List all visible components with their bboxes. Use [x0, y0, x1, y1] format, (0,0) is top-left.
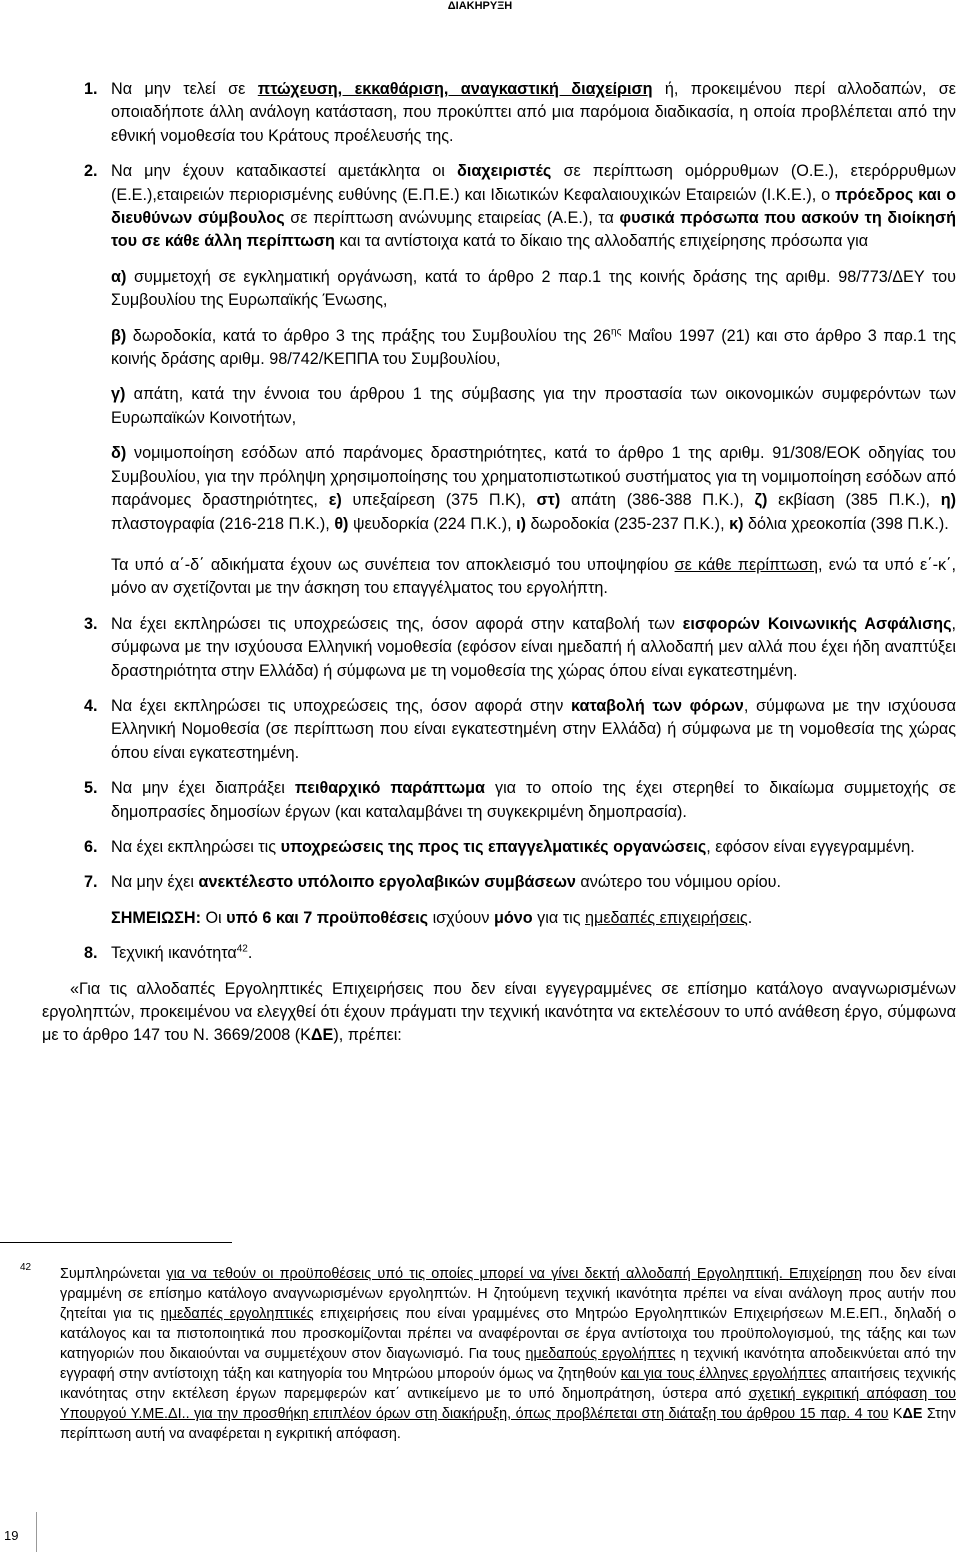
page-number-rule — [36, 1512, 37, 1552]
condition-8: 8. Τεχνική ικανότητα$^{42}$. — [42, 942, 956, 965]
remark: ΣΗΜΕΙΩΣΗ: Οι υπό 6 και 7 προϋποθέσεις ισχύουν μόνο για τις ημεδαπές επιχειρήσεις. — [111, 908, 753, 927]
footnote-ref[interactable]: 42 — [236, 943, 248, 955]
offences-note: Τα υπό α΄-δ΄ αδικήματα έχουν ως συνέπεια τον αποκλεισμό του υποψηφίου σε κάθε περίπτωση, ενώ τα υπό ε΄-κ΄, μόνο αν σχετίζονται με την άσκηση του επαγγέλματος του εργολήπτη. — [111, 555, 956, 598]
offence-d: δ) νομιμοποίηση εσόδων από παράνομες δραστηριότητες, κατά το άρθρο 1 της αριθμ. 91/308/ΕΟΚ οδηγίας του Συμβουλίου, για την πρόληψη χρησιμοποίησης του χρηματοπιστωτικού συστήματος για τη νομιμοποίηση εσόδων από παράνομες δραστηριότητες, ε) υπεξαίρεση (375 Π.Κ), στ) απάτη (386-388 Π.Κ.), ζ) εκβίαση (385 Π.Κ.), η) πλαστογραφία (216-218 Π.Κ.), θ) ψευδορκία (224 Π.Κ.), ι) δωροδοκία (235-237 Π.Κ.), κ) δόλια χρεοκοπία (398 Π.Κ.). — [111, 444, 957, 533]
condition-3: 3. Να έχει εκπληρώσει τις υποχρεώσεις της, όσον αφορά στην καταβολή των εισφορών Κοινωνικής Ασφάλισης, σύμφωνα με την ισχύουσα Ελληνική νομοθεσία (εφόσον είναι ημεδαπή ή αλλοδαπή μεν αλλά που έχει ήδη αναπτύξει δραστηριότητα στην Ελλάδα) ή σύμφωνα με τη νομοθεσία της χώρας όπου είναι εγκατεστημένη. — [84, 614, 956, 680]
condition-7: 7. Να μην έχει ανεκτέλεστο υπόλοιπο εργολαβικών συμβάσεων ανώτερο του νόμιμου ορίου. — [42, 871, 956, 894]
condition-4: 4. Να έχει εκπληρώσει τις υποχρεώσεις της, όσον αφορά στην καταβολή των φόρων, σύμφωνα με την ισχύουσα Ελληνική Νομοθεσία (σε περίπτωση που είναι εγκατεστημένη στην Ελλάδα) ή σύμφωνα με τη νομοθεσία της χώρας όπου είναι εγκατεστημένη. — [84, 696, 956, 762]
condition-5: 5. Να μην έχει διαπράξει πειθαρχικό παράπτωμα για το οποίο της έχει στερηθεί το δικαίωμα συμμετοχής σε δημοπρασίες δημοσίων έργων (και καταλαμβάνει τη συγκεκριμένη δημοπρασία). — [84, 779, 957, 821]
item-number: 8. — [84, 944, 98, 963]
item-number: 6. — [84, 837, 98, 856]
item-number: 1. — [84, 80, 98, 98]
footnote-mark: 42 — [20, 1262, 32, 1273]
offence-b: β) δωροδοκία, κατά το άρθρο 3 της πράξης του Συμβουλίου της $26^{\eta\varsigma}$ Μαΐου 1997 (21) και στο άρθρο 3 παρ.1 της κοινής δράσης αριθμ. 98/742/ΚΕΠΠΑ του Συμβουλίου, — [111, 326, 956, 369]
footnote-separator — [0, 1242, 232, 1243]
condition-6: 6. Να έχει εκπληρώσει τις υποχρεώσεις της προς τις επαγγελματικές οργανώσεις, εφόσον είναι εγγεγραμμένη. — [42, 836, 956, 859]
page-header: ΔΙΑΚΗΡΥΞΗ — [447, 0, 513, 12]
item-number: 7. — [84, 873, 98, 892]
item-number: 2. — [84, 162, 98, 181]
offence-a: α) συμμετοχή σε εγκληματική οργάνωση, κατά το άρθρο 2 παρ.1 της κοινής δράσης της αριθμ. 98/773/ΔΕΥ του Συμβουλίου της Ευρωπαϊκής Ένωσης, — [111, 267, 956, 310]
technical-ability-paragraph: «Για τις αλλοδαπές Εργοληπτικές Επιχειρήσεις που δεν είναι εγγεγραμμένες σε επίσημο κατάλογο αναγνωρισμένων εργοληπτών, προκειμένου να ελεγχθεί ότι έχουν πράγματι την τεχνική ικανότητα να εκτελέσουν το υπό ανάθεση έργο, σύμφωνα με το άρθρο 147 του Ν. 3669/2008 (ΚΔΕ), πρέπει: — [42, 979, 956, 1045]
offence-c: γ) απάτη, κατά την έννοια του άρθρου 1 της σύμβασης για την προστασία των οικονομικών συμφερόντων των Ευρωπαϊκών Κοινοτήτων, — [111, 385, 956, 427]
item-number: 5. — [84, 779, 98, 798]
document-body — [42, 78, 956, 1048]
condition-1: 1. Να μην τελεί σε πτώχευση, εκκαθάριση, αναγκαστική διαχείριση ή, προκειμένου περί αλλοδαπών, σε οποιαδήποτε άλλη ανάλογη κατάσταση, που προκύπτει από μια παρόμοια διαδικασία, η οποία προβλέπεται από την εθνική νομοθεσία του Κράτους προέλευσής της. — [84, 80, 957, 145]
footnote-42 — [20, 1264, 956, 1444]
condition-2: 2. Να μην έχουν καταδικαστεί αμετάκλητα οι διαχειριστές σε περίπτωση ομόρρυθμων (Ο.Ε.), ετερόρρυθμων (Ε.Ε.),εταιρειών περιορισμένης ευθύνης (Ε.Π.Ε.) και Ιδιωτικών Κεφαλαιουχικών Εταιρειών (Ι.Κ.Ε.), ο πρόεδρος και ο διευθύνων σύμβουλος σε περίπτωση ανώνυμης εταιρείας (Α.Ε.), τα φυσικά πρόσωπα που ασκούν τη διοίκησή του σε κάθε άλλη περίπτωση και τα αντίστοιχα κατά το δίκαιο της αλλοδαπής επιχείρησης πρόσωπα για — [84, 162, 957, 251]
item-number: 3. — [84, 614, 98, 633]
page-number: 19 — [4, 1528, 19, 1543]
item-number: 4. — [84, 696, 98, 715]
footnote-text: Συμπληρώνεται για να τεθούν οι προϋποθέσεις υπό τις οποίες μπορεί να γίνει δεκτή αλλοδαπή Εργοληπτική. Επιχείρηση που δεν είναι γραμμένη σε επίσημο κατάλογο αναγνωρισμένων εργοληπτών. Η ζητούμενη τεχνική ικανότητα πρέπει να είναι ανάλογη προς αυτήν που ζητείται για τις ημεδαπές εργοληπτικές επιχειρήσεις που είναι γραμμένες στο Μητρώο Εργοληπτικών Επιχειρήσεων Μ.Ε.ΕΠ., δηλαδή ο κατάλογος και τα πιστοποιητικά που προσκομίζονται πρέπει να αναφέρονται σε έργα αντίστοιχα του προϋπολογισμού, της τάξης και των κατηγοριών που δικαιούνται να συμμετέχουν στον διαγωνισμό. Για τους ημεδαπούς εργολήπτες η τεχνική ικανότητα αποδεικνύεται από την εγγραφή στην αντίστοιχη τάξη και κατηγορία του Μητρώου μπορούν όμως να ζητηθούν και για τους έλληνες εργολήπτες απαιτήσεις τεχνικής ικανότητας στην εκτέλεση έργων παρεμφερών κατ΄ αντικείμενο με το υπό δημοπράτηση, ύστερα από σχετική εγκριτική απόφαση του Υπουργού Υ.ΜΕ.ΔΙ.. για την προσθήκη επιπλέον όρων στη διακήρυξη, όπως προβλέπεται στη διάταξη του άρθρου 15 παρ. 4 του ΚΔΕ Στην περίπτωση αυτή να αναφέρεται η εγκριτική απόφαση. — [60, 1266, 957, 1442]
